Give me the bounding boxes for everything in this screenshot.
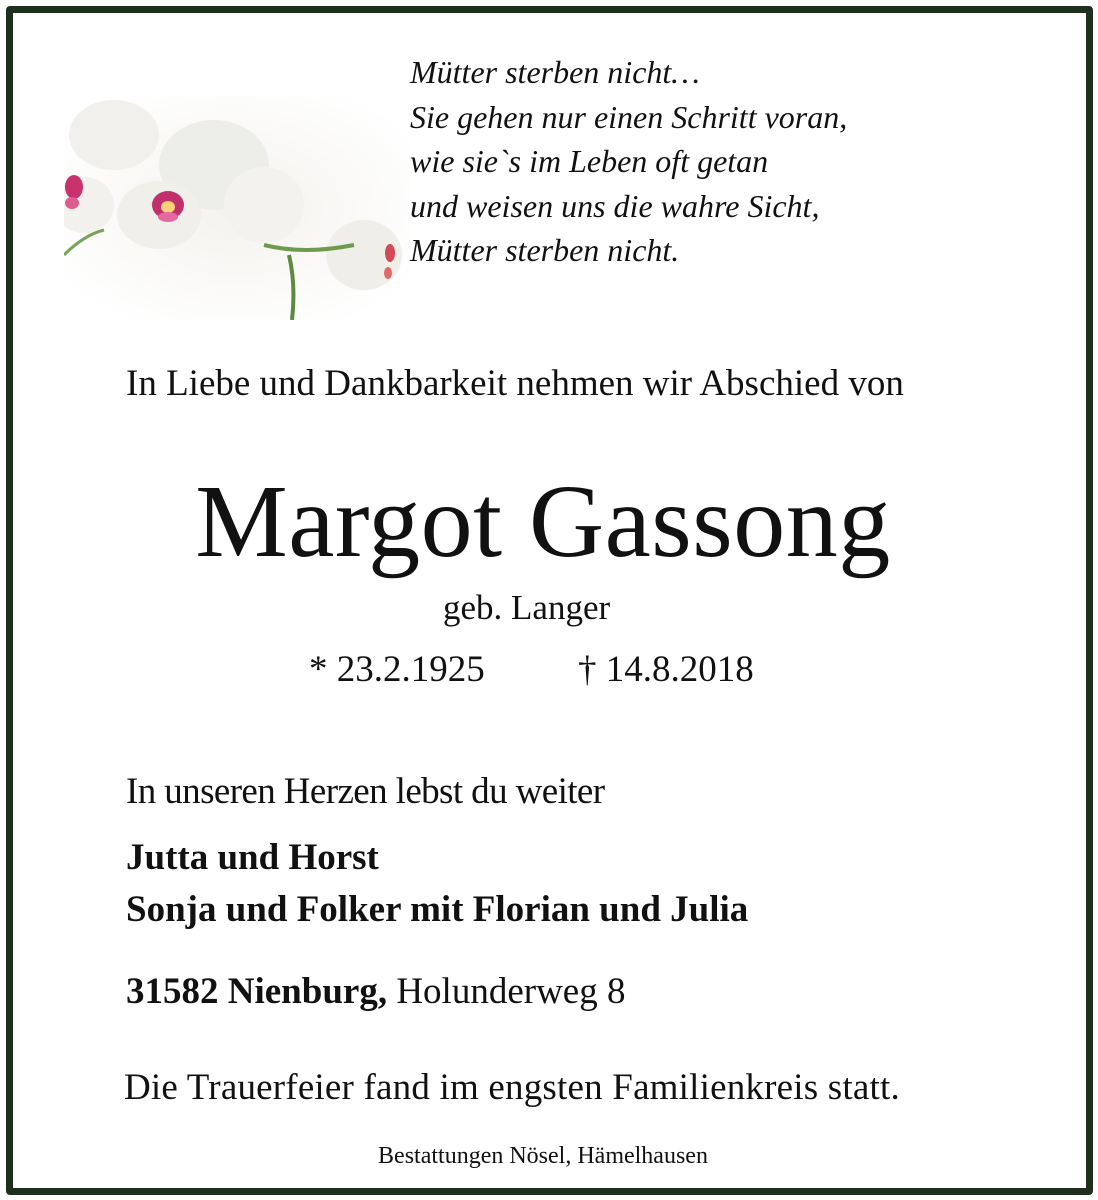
ceremony-note: Die Trauerfeier fand im engsten Familienkreis statt. (124, 1067, 900, 1108)
mourner-entry: Sonja und Folker mit Florian und Julia (126, 889, 749, 930)
birth-date: * 23.2.1925 (309, 649, 485, 690)
poem (410, 50, 847, 273)
poem-line: Mütter sterben nicht… (410, 54, 700, 90)
address-city: 31582 Nienburg, (126, 971, 388, 1012)
undertaker-text: Bestattungen Nösel, Hämelhausen (378, 1143, 708, 1169)
maiden-name: geb. Langer (443, 588, 611, 627)
deceased-name (0, 462, 1098, 582)
poem-line: Sie gehen nur einen Schritt voran, (410, 98, 848, 135)
death-date: † 14.8.2018 (578, 649, 754, 690)
poem-line: wie sie`s im Leben oft getan (410, 143, 769, 179)
undertaker-credit (0, 1143, 1098, 1170)
poem-line: und weisen uns die wahre Sicht, (410, 187, 820, 224)
farewell-intro: In Liebe und Dankbarkeit nehmen wir Abschied von (126, 363, 904, 404)
address (126, 970, 625, 1013)
mourner-entry: Jutta und Horst (126, 837, 379, 878)
deceased-name-text: Margot Gassong (195, 464, 891, 579)
address-street: Holunderweg 8 (396, 971, 626, 1012)
poem-line: Mütter sterben nicht. (410, 232, 680, 268)
remembrance-line: In unseren Herzen lebst du weiter (126, 771, 605, 812)
orchid-flowers-image (64, 95, 410, 320)
mourners-list (126, 832, 748, 936)
